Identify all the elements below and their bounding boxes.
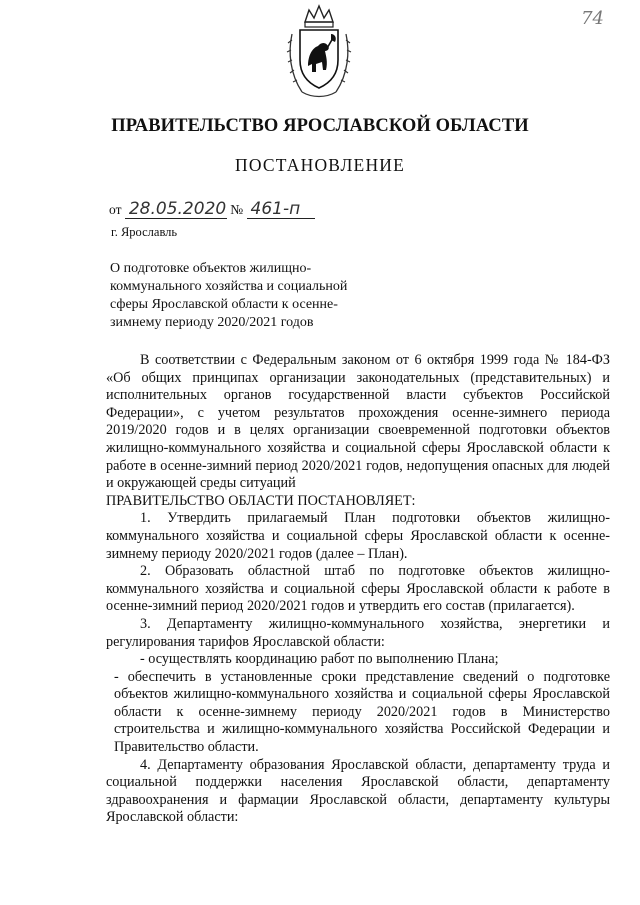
handwritten-document-number: 461-п <box>247 200 315 219</box>
city-label: г. Ярославль <box>111 225 178 239</box>
number-prefix: № <box>230 202 244 217</box>
item-2-paragraph: 2. Образовать областной штаб по подготовке объектов жилищно-коммунального хозяйства и социальной сферы Ярославской области к работе в осенне-зимний период 2020/2021 годов и утвердить его состав (прилагается). <box>106 563 610 615</box>
item-4-paragraph: 4. Департаменту образования Ярославской области, департаменту труда и социальной поддержки населения Ярославской области, департаменту здравоохранения и фармации Ярославской области, департаменту культуры Ярославской области: <box>106 756 610 826</box>
handwritten-date: 28.05.2020 <box>125 200 227 219</box>
organization-title: ПРАВИТЕЛЬСТВО ЯРОСЛАВСКОЙ ОБЛАСТИ <box>111 116 529 136</box>
decree-line: ПРАВИТЕЛЬСТВО ОБЛАСТИ ПОСТАНОВЛЯЕТ: <box>106 492 416 509</box>
document-subject: О подготовке объектов жилищно-коммунального хозяйства и социальной сферы Ярославской области к осенне-зимнему периоду 2020/2021 годов <box>110 261 348 330</box>
document-body <box>106 352 610 827</box>
document-type: ПОСТАНОВЛЕНИЕ <box>234 155 406 175</box>
date-number-line <box>109 200 315 219</box>
item-1-paragraph: 1. Утвердить прилагаемый План подготовки объектов жилищно-коммунального хозяйства и социальной сферы Ярославской области к осенне-зимнему периоду 2020/2021 годов (далее – План). <box>106 510 610 562</box>
item-3-bullet-1: - осуществлять координацию работ по выполнению Плана; <box>140 651 499 668</box>
yaroslavl-coat-of-arms-icon <box>286 4 352 100</box>
item-3-paragraph: 3. Департаменту жилищно-коммунального хозяйства, энергетики и регулирования тарифов Ярославской области: <box>106 615 610 650</box>
handwritten-page-number: 74 <box>581 8 604 29</box>
item-3-bullet-2: - обеспечить в установленные сроки представление сведений о подготовке объектов жилищно-коммунального хозяйства и социальной сферы Ярославской области к осенне-зимнему периоду 2020/2021 годов в Министерство строительства и жилищно-коммунального хозяйства Российской Федерации и Правительство области. <box>114 668 610 756</box>
date-prefix: от <box>109 202 122 217</box>
preamble-paragraph: В соответствии с Федеральным законом от 6 октября 1999 года № 184-ФЗ «Об общих принципах организации законодательных (представительных) и исполнительных органов государственной власти субъектов Российской Федерации», с учетом результатов прохождения осенне-зимнего периода 2019/2020 годов и в целях организации своевременной подготовки объектов жилищно-коммунального хозяйства и социальной сферы Ярославской области к работе в осенне-зимний период 2020/2021 годов, недопущения опасных для людей и окружающей среды ситуаций <box>106 352 610 492</box>
